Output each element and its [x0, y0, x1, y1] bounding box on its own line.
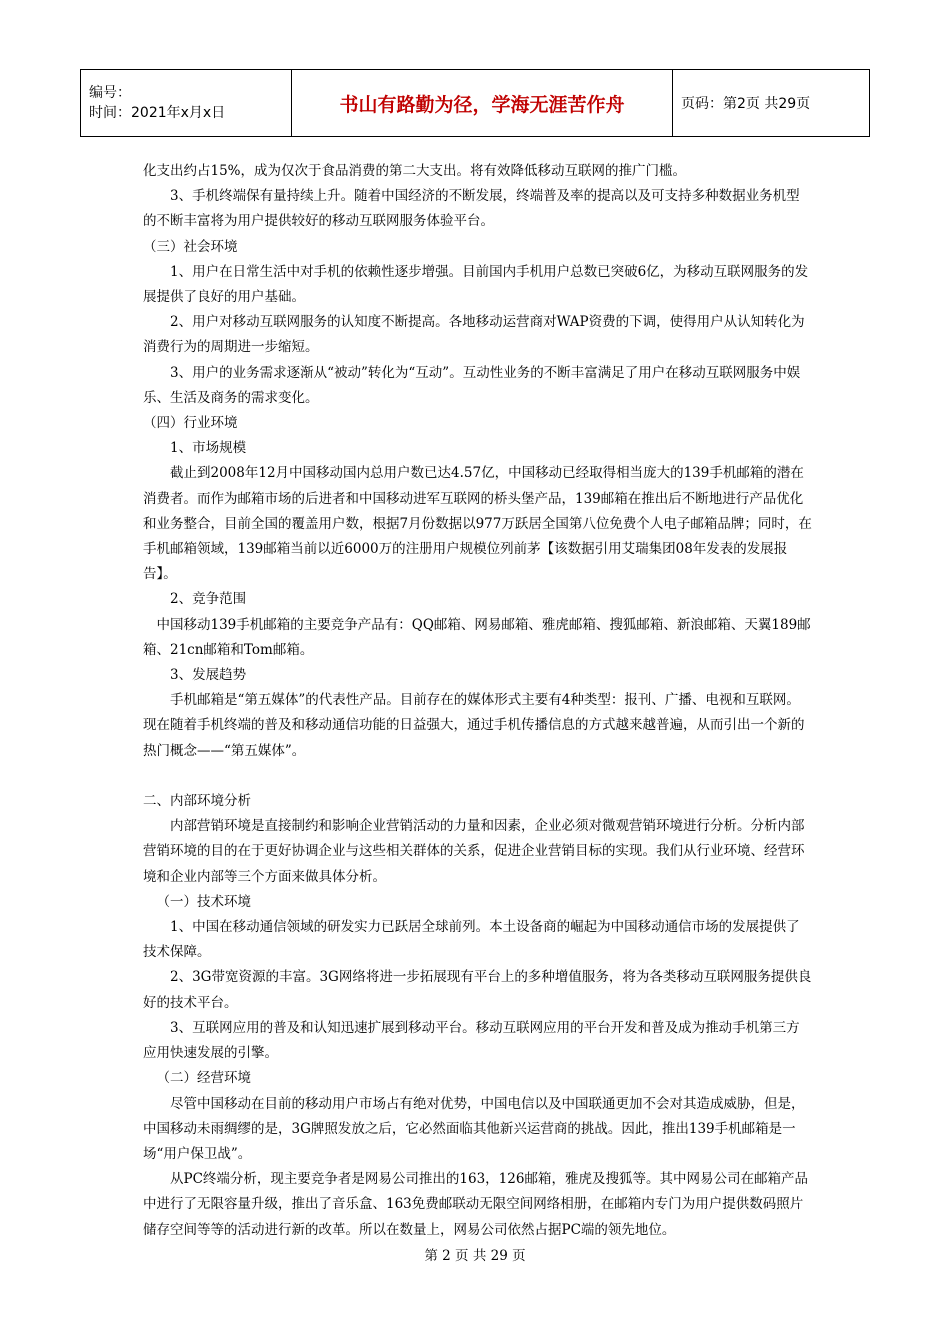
page-footer: 第 2 页 共 29 页 — [424, 1248, 526, 1264]
header-meta-cell — [81, 70, 292, 137]
paragraph: （一）技术环境 — [156, 893, 251, 910]
paragraph: （二）经营环境 — [156, 1070, 251, 1087]
header-page-info: 页码：第2页 共29页 — [673, 70, 870, 137]
blank-line — [143, 764, 813, 789]
paragraph: 1、中国在移动通信领域的研发实力已跃居全球前列。本土设备商的崛起为中国移动通信市场的发展提供了技术保障。 — [143, 919, 800, 961]
document-header — [80, 69, 870, 137]
paragraph: 中国移动139手机邮箱的主要竞争产品有：QQ邮箱、网易邮箱、雅虎邮箱、搜狐邮箱、新浪邮箱、天翼189邮箱、21cn邮箱和Tom邮箱。 — [143, 616, 811, 658]
paragraph: 截止到2008年12月中国移动国内总用户数已达4.57亿，中国移动已经取得相当庞大的139手机邮箱的潜在消费者。而作为邮箱市场的后进者和中国移动进军互联网的桥头堡产品，139邮箱在推出后不断地进行产品优化和业务整合，目前全国的覆盖用户数，根据7月份数据以977万跃居全国第八位免费个人电子邮箱品牌；同时，在手机邮箱领域，139邮箱当前以近6000万的注册用户规模位列前茅【该数据引用艾瑞集团08年发表的发展报告】。 — [143, 465, 812, 583]
paragraph: 内部营销环境是直接制约和影响企业营销活动的力量和因素，企业必须对微观营销环境进行分析。分析内部营销环境的目的在于更好协调企业与这些相关群体的关系，促进企业营销目标的实现。我们从行业环境、经营环境和企业内部等三个方面来做具体分析。 — [143, 818, 805, 885]
header-motto: 书山有路勤为径，学海无涯苦作舟 — [292, 70, 673, 137]
paragraph: 3、发展趋势 — [170, 667, 247, 684]
time-label: 时间：2021年x月x日 — [89, 105, 226, 121]
paragraph: 1、用户在日常生活中对手机的依赖性逐步增强。目前国内手机用户总数已突破6亿，为移动互联网服务的发展提供了良好的用户基础。 — [143, 263, 809, 306]
paragraph: 2、用户对移动互联网服务的认知度不断提高。各地移动运营商对WAP资费的下调，使得用户从认知转化为消费行为的周期进一步缩短。 — [143, 314, 805, 356]
paragraph: 化支出约占15%，成为仅次于食品消费的第二大支出。将有效降低移动互联网的推广门槛。 — [143, 163, 687, 179]
paragraph: 3、用户的业务需求逐渐从“被动”转化为“互动”。互动性业务的不断丰富满足了用户在移动互联网服务中娱乐、生活及商务的需求变化。 — [143, 364, 801, 406]
paragraph: 1、市场规模 — [170, 440, 247, 457]
paragraph: 二、内部环境分析 — [143, 793, 251, 810]
paragraph: 2、3G带宽资源的丰富。3G网络将进一步拓展现有平台上的多种增值服务，将为各类移动互联网服务提供良好的技术平台。 — [143, 969, 812, 1011]
document-body — [143, 159, 813, 1243]
paragraph: 手机邮箱是“第五媒体”的代表性产品。目前存在的媒体形式主要有4种类型：报刊、广播、电视和互联网。现在随着手机终端的普及和移动通信功能的日益强大，通过手机传播信息的方式越来越普遍，从而引出一个新的热门概念——“第五媒体”。 — [143, 692, 805, 759]
paragraph: 从PC终端分析，现主要竞争者是网易公司推出的163，126邮箱，雅虎及搜狐等。其中网易公司在邮箱产品中进行了无限容量升级，推出了音乐盒、163免费邮联动无限空间网络相册，在邮箱内专门为用户提供数码照片储存空间等等的活动进行新的改革。所以在数量上，网易公司依然占据PC端的领先地位。 — [143, 1171, 808, 1238]
paragraph: （四）行业环境 — [143, 415, 238, 432]
number-label: 编号： — [89, 85, 131, 101]
paragraph: （三）社会环境 — [143, 238, 238, 255]
paragraph: 3、互联网应用的普及和认知迅速扩展到移动平台。移动互联网应用的平台开发和普及成为推动手机第三方应用快速发展的引擎。 — [143, 1019, 800, 1062]
paragraph: 2、竞争范围 — [170, 591, 247, 608]
paragraph: 尽管中国移动在目前的移动用户市场占有绝对优势，中国电信以及中国联通更加不会对其造成威胁，但是，中国移动未雨绸缪的是，3G牌照发放之后，它必然面临其他新兴运营商的挑战。因此，推出139手机邮箱是一场“用户保卫战”。 — [143, 1095, 805, 1162]
paragraph: 3、手机终端保有量持续上升。随着中国经济的不断发展，终端普及率的提高以及可支持多种数据业务机型的不断丰富将为用户提供较好的移动互联网服务体验平台。 — [143, 188, 800, 230]
